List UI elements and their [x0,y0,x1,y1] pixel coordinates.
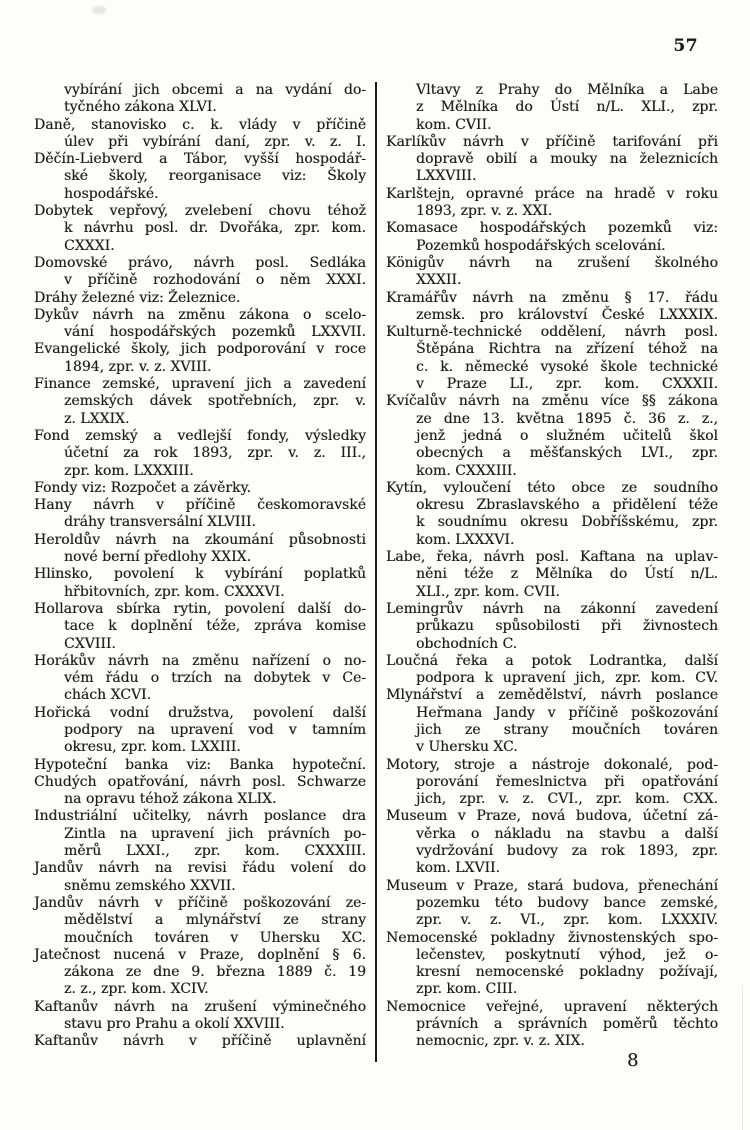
index-entry [386,757,718,809]
index-entry [34,947,366,999]
entry-line: vání hospodářských pozemků LXXVII. [64,324,366,341]
entry-line: obchodních C. [416,635,518,652]
entry-line: chách XCVI. [64,687,152,704]
entry-line: Kytín, vyloučení této obce ze soudního [386,479,718,496]
index-entry [386,878,718,930]
entry-line: zemsk. pro království České LXXXIX. [416,306,718,323]
entry-line: vém řádu o trzích na dobytek v Ce- [64,670,366,687]
index-entry [34,203,366,255]
entry-line: Lemingrův návrh na zákonní zavedení [386,600,718,617]
entry-line: vydržování budovy za rok 1893, zpr. [416,843,718,860]
entry-line: hospodářské. [64,185,159,202]
entry-line: Děčín-Liebverd a Tábor, vyšší hospodář- [34,151,366,168]
entry-line: v Praze LI., zpr. kom. CXXXII. [416,376,718,393]
entry-line: 1894, zpr. v. z. XVIII. [64,358,212,375]
entry-line: Pozemků hospodářských scelování. [416,237,666,254]
entry-line: Fond zemský a vedlejší fondy, výsledky [34,427,366,444]
entry-line: v příčině rozhodování o něm XXXI. [64,272,366,289]
entry-line: Jandův návrh na revisi řádu volení do [34,860,366,877]
index-entry [34,1033,366,1050]
entry-line: Industriální učitelky, návrh poslance dra [34,808,366,825]
entry-line: kom. LXXXVI. [416,531,515,548]
entry-line: z Mělníka do Ústí n/L. XLI., zpr. [416,99,718,116]
entry-line: z. z., zpr. kom. XCIV. [64,981,209,998]
entry-line: Hypoteční banka viz: Banka hypoteční. [34,756,366,773]
index-entry [386,82,718,134]
entry-line: Karlíkův návrh v příčině tarifování při [386,133,718,150]
entry-line: Daně, stanovisko c. k. vlády v příčině [34,116,366,133]
entry-line: mědělství a mlynářství ze strany [64,912,366,929]
entry-line: kresní nemocenské pokladny požívají, [416,964,718,981]
index-entry [34,757,366,774]
entry-line: dráhy transversální XLVIII. [64,514,256,531]
entry-line: Motory, stroje a nástroje dokonalé, pod- [386,756,718,773]
entry-line: Evangelické školy, jich podporování v roce [34,341,366,358]
entry-line: k soudnímu okresu Dobříšskému, zpr. [416,514,718,531]
index-entry [386,480,718,549]
entry-line: zákona ze dne 9. března 1889 č. 19 [64,964,366,981]
entry-line: XLI., zpr. kom. CVII. [416,583,560,600]
index-entry [386,186,718,221]
index-entry [34,290,366,307]
entry-line: CXXXI. [64,237,115,254]
entry-line: měrů LXXI., zpr. kom. CXXXIII. [64,843,366,860]
left-column [34,82,366,1051]
entry-line: Jandův návrh v příčině poškozování ze- [34,894,366,911]
entry-line: kom. CXXXIII. [416,462,517,479]
entry-line: tyčného zákona XLVI. [64,99,217,116]
index-entry [386,930,718,999]
index-entry [34,151,366,203]
entry-line: zpr. kom. CIII. [416,981,518,998]
entry-line: Jatečnost nucená v Praze, doplnění § 6. [34,946,366,963]
entry-line: jenž jedná o služném učitelů škol [416,427,718,444]
entry-line: průkazu spůsobilosti při živnostech [416,618,718,635]
entry-line: Heřmana Jandy v příčině poškozování [416,704,718,721]
entry-line: 1893, zpr. v. z. XXI. [416,203,553,220]
entry-line: Domovské právo, návrh posl. Sedláka [34,254,366,271]
entry-line: Nemocenské pokladny živnostenských spo- [386,929,718,946]
entry-line: Komasace hospodářských pozemků viz: [386,220,718,237]
index-entry [386,999,718,1051]
entry-line: okresu Zbraslavského a přidělení téže [416,497,718,514]
entry-line: pozemku této budovy bance zemské, [416,894,718,911]
index-entry [386,290,718,325]
index-entry [34,653,366,705]
entry-line: ské školy, reorganisace viz: Školy [64,168,366,185]
entry-line: podpora k upravení jich, zpr. kom. CV. [416,670,718,687]
entry-line: Dykův návrh na změnu zákona o scelo- [34,306,366,323]
entry-line: něni téže z Mělníka do Ústí n/L. [416,566,718,583]
index-entry [34,860,366,895]
entry-line: CXVIII. [64,635,116,652]
entry-line: Dráhy železné viz: Železnice. [34,289,241,306]
entry-line: LXXVIII. [416,168,477,185]
entry-line: Kramářův návrh na změnu § 17. řádu [386,289,718,306]
entry-line: Hořická vodní družstva, povolení další [34,704,366,721]
index-entry [386,601,718,653]
index-entry [386,220,718,255]
entry-line: okresu, zpr. kom. LXXIII. [64,739,241,756]
entry-line: hřbitovních, zpr. kom. CXXXVI. [64,583,285,600]
index-entry [386,687,718,756]
entry-line: Hany návrh v příčině českomoravské [34,497,366,514]
index-entry [34,774,366,809]
entry-line: podpory na upravení vod v tamním [64,721,366,738]
entry-line: zemských dávek spotřebních, zpr. v. [64,393,366,410]
signature-mark: 8 [627,1050,639,1071]
entry-line: moučních továren v Uhersku XC. [64,929,366,946]
entry-line: účetní za rok 1893, zpr. v. z. III., [64,445,366,462]
entry-line: Kulturně-technické oddělení, návrh posl. [386,324,718,341]
index-entry [386,393,718,479]
entry-line: Chudých opatřování, návrh posl. Schwarze [34,773,366,790]
page-number: 57 [673,36,698,56]
index-entry [34,999,366,1034]
index-entry [386,255,718,290]
entry-line: porování řemeslnictva při opatřování [416,773,718,790]
index-entry [386,549,718,601]
entry-line: Kvíčalův návrh na změnu více §§ zákona [386,393,718,410]
entry-line: sněmu zemského XXVII. [64,877,236,894]
entry-line: dopravě obilí a mouky na železnicích [416,151,718,168]
index-entry [386,653,718,688]
entry-line: Fondy viz: Rozpočet a závěrky. [34,479,251,496]
entry-line: Königův návrh na zrušení školného [386,254,718,271]
index-entry [386,324,718,393]
index-entry [34,428,366,480]
index-entry [34,255,366,290]
entry-line: Mlynářství a zemědělství, návrh poslance [386,687,718,704]
index-entry [34,895,366,947]
entry-line: jich, zpr. v. z. CVI., zpr. kom. CXX. [416,791,718,808]
entry-line: ze dne 13. května 1895 č. 36 z. z., [416,410,718,427]
index-entry [34,307,366,342]
entry-line: Hlinsko, povolení k vybírání poplatků [34,566,366,583]
entry-line: Loučná řeka a potok Lodrantka, další [386,652,718,669]
column-divider [375,82,377,1062]
entry-line: úlev při vybírání daní, zpr. v. z. I. [64,133,366,150]
index-entry [34,808,366,860]
entry-line: v Uhersku XC. [416,739,518,756]
entry-line: Štěpána Richtra na zřízení téhož na [416,341,718,358]
entry-line: Finance zemské, upravení jich a zavedení [34,376,366,393]
entry-line: Dobytek vepřový, zvelebení chovu téhož [34,203,366,220]
index-entry [34,497,366,532]
scan-artifact [92,6,106,14]
entry-line: právních a správních poměrů těchto [416,1016,718,1033]
index-entry [386,134,718,186]
entry-line: Labe, řeka, návrh posl. Kaftana na uplav- [386,549,718,566]
index-entry [34,341,366,376]
index-entry [34,705,366,757]
entry-line: nemocnic, zpr. v. z. XIX. [416,1033,585,1050]
entry-line: tace k doplnění téže, zpráva komise [64,618,366,635]
index-entry [34,480,366,497]
entry-line: Museum v Praze, nová budova, účetní zá- [386,808,718,825]
index-entry [34,82,366,117]
entry-line: Vltavy z Prahy do Mělníka a Labe [416,82,718,98]
entry-line: stavu pro Prahu a okolí XXVIII. [64,1016,285,1033]
entry-line: na opravu téhož zákona XLIX. [64,791,277,808]
entry-line: nové berní předlohy XXIX. [64,549,252,566]
index-entry [34,117,366,152]
index-entry [34,566,366,601]
entry-line: Kaftanův návrh v příčině uplavnění [34,1033,366,1050]
entry-line: Hollarova sbírka rytin, povolení další do- [34,600,366,617]
entry-line: vybírání jich obcemi a na vydání do- [64,82,366,98]
entry-line: lečenstev, poskytnutí výhod, jež o- [416,946,718,963]
entry-line: k návrhu posl. dr. Dvořáka, zpr. kom. [64,220,366,237]
index-entry [34,532,366,567]
scan-artifact [742,985,743,1130]
entry-line: zpr. kom. LXXXIII. [64,462,194,479]
index-entry [34,601,366,653]
entry-line: zpr. v. z. VI., zpr. kom. LXXXIV. [416,912,718,929]
entry-line: Horákův návrh na změnu nařízení o no- [34,652,366,669]
right-column [386,82,718,1051]
entry-line: Zintla na upravení jich právních po- [64,825,366,842]
entry-line: Karlštejn, opravné práce na hradě v roku [386,185,718,202]
index-entry [34,376,366,428]
entry-line: Heroldův návrh na zkoumání působnosti [34,531,366,548]
entry-line: jich ze strany moučních továren [416,721,718,738]
entry-line: obecných a měšťanských LVI., zpr. [416,445,718,462]
entry-line: Nemocnice veřejné, upravení některých [386,998,718,1015]
entry-line: věrka o nákladu na stavbu a další [416,825,718,842]
entry-line: kom. CVII. [416,116,492,133]
index-content [34,82,718,1062]
entry-line: XXXII. [416,272,462,289]
entry-line: Museum v Praze, stará budova, přenechání [386,877,718,894]
entry-line: z. LXXIX. [64,410,130,427]
index-entry [386,808,718,877]
entry-line: c. k. německé vysoké škole technické [416,358,718,375]
entry-line: kom. LXVII. [416,860,500,877]
entry-line: Kaftanův návrh na zrušení výminečného [34,998,366,1015]
